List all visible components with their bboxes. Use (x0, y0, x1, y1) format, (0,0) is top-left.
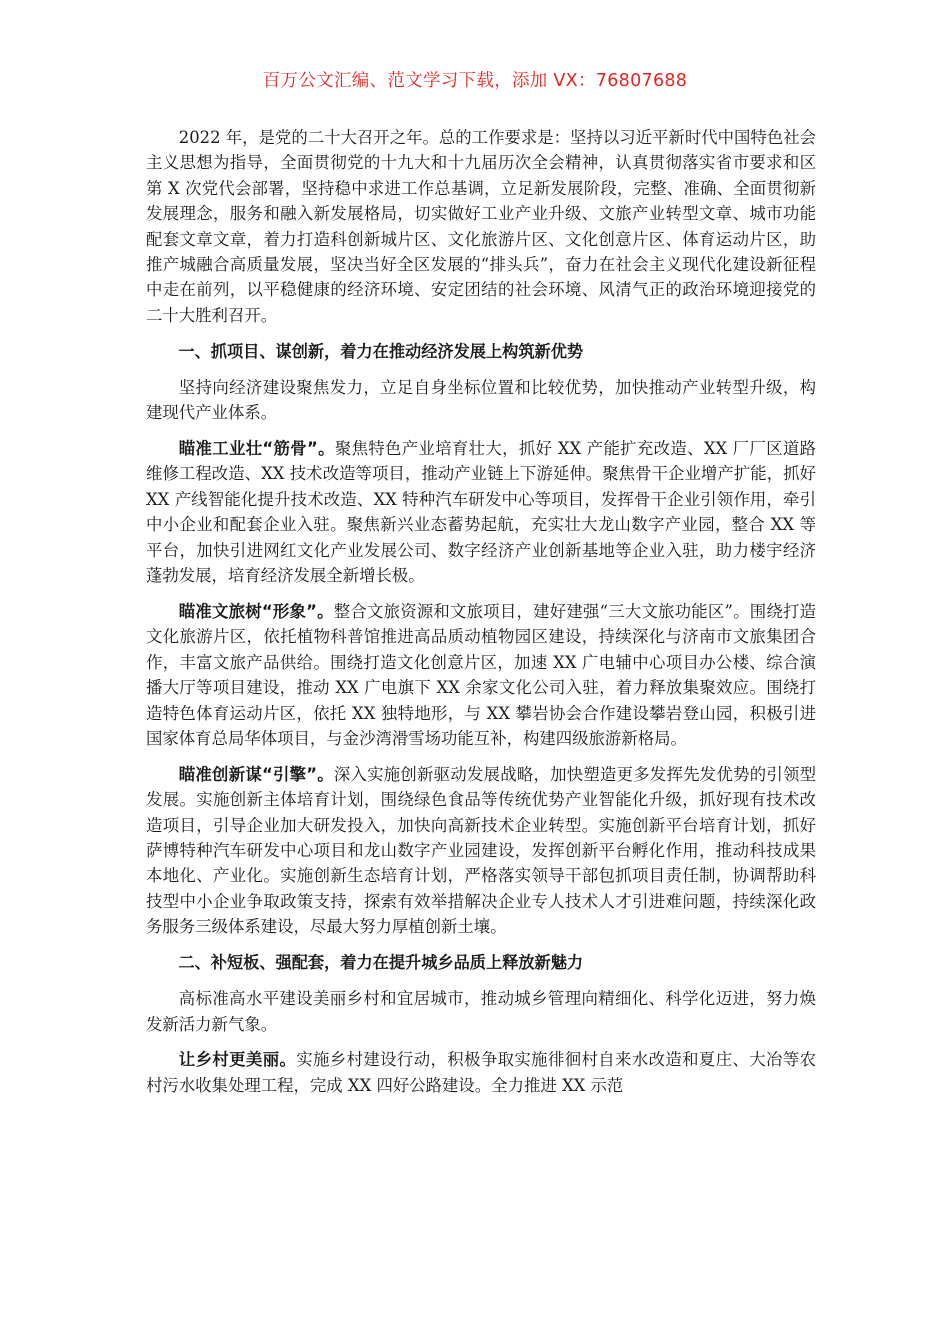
item-text: 整合文旅资源和文旅项目，建好建强“三大文旅功能区”。围绕打造文化旅游片区，依托植物科普馆推进高品质动植物园区建设，持续深化与济南市文旅集团合作，丰富文旅产品供给。围绕打造文化创意片区，加速 XX 广电辅中心项目办公楼、综合演播大厅等项目建设，推动 XX 广电旗下 XX 余家文化公司入驻，着力释放集聚效应。围绕打造特色体育运动片区，依托 XX 独特地形，与 XX 攀岩协会合作建设攀岩登山园，积极引进国家体育总局华体项目，与金沙湾滑雪场功能互补，构建四级旅游新格局。 (146, 601, 816, 748)
section-item (146, 762, 816, 940)
section-intro: 高标准高水平建设美丽乡村和宜居城市，推动城乡管理向精细化、科学化迈进，努力焕发新活力新气象。 (146, 989, 816, 1034)
section-heading: 一、抓项目、谋创新，着力在推动经济发展上构筑新优势 (178, 341, 584, 361)
watermark-banner: 百万公文汇编、范文学习下载，添加 VX：76807688 (262, 71, 688, 91)
section-item (146, 436, 816, 588)
intro-paragraph: 2022 年，是党的二十大召开之年。总的工作要求是：坚持以习近平新时代中国特色社会主义思想为指导，全面贯彻党的十九大和十九届历次全会精神，认真贯彻落实省市要求和区第 X 次党代会部署，坚持稳中求进工作总基调，立足新发展阶段，完整、准确、全面贯彻新发展理念，服务和融入新发展格局，切实做好工业产业升级、文旅产业转型文章、城市功能配套文章文章，着力打造科创新城片区、文化旅游片区、文化创意片区、体育运动片区，助推产城融合高质量发展，坚决当好全区发展的“排头兵”，奋力在社会主义现代化建设新征程中走在前列，以平稳健康的经济环境、安定团结的社会环境、风清气正的政治环境迎接党的二十大胜利召开。 (146, 128, 816, 325)
item-lead: 让乡村更美丽。 (178, 1050, 297, 1070)
section-heading: 二、补短板、强配套，着力在提升城乡品质上释放新魅力 (178, 953, 584, 973)
document-body (146, 125, 816, 1109)
section-intro: 坚持向经济建设聚焦发力，立足自身坐标位置和比较优势，加快推动产业转型升级，构建现代产业体系。 (146, 377, 816, 423)
item-text: 聚焦特色产业培育壮大，抓好 XX 产能扩充改造、XX 厂厂区道路维修工程改造、XX 技术改造等项目，推动产业链上下游延伸。聚焦骨干企业增产扩能，抓好 XX 产线智能化提升技术改造、XX 特种汽车研发中心等项目，发挥骨干企业引领作用，牵引中小企业和配套企业入驻。聚焦新兴业态蓄势起航，充实壮大龙山数字产业园，整合 XX 等平台，加快引进网红文化产业发展公司、数字经济产业创新基地等企业入驻，助力楼宇经济蓬勃发展，培育经济发展全新增长极。 (146, 438, 817, 585)
item-lead: 瞄准创新谋“引擎”。 (178, 764, 334, 784)
item-text: 实施乡村建设行动，积极争取实施徘徊村自来水改造和夏庄、大冶等农村污水收集处理工程，完成 XX 四好公路建设。全力推进 XX 示范 (146, 1050, 817, 1095)
section-item (146, 599, 816, 751)
section-item (146, 1047, 816, 1098)
item-lead: 瞄准文旅树“形象”。 (178, 601, 334, 621)
item-text: 深入实施创新驱动发展战略，加快塑造更多发挥先发优势的引领型发展。实施创新主体培育计划，围绕绿色食品等传统优势产业智能化升级，抓好现有技术改造项目，引导企业加大研发投入，加快向高新技术企业转型。实施创新平台培育计划，抓好萨博特种汽车研发中心项目和龙山数字产业园建设，发挥创新平台孵化作用，推动科技成果本地化、产业化。实施创新生态培育计划，严格落实领导干部包抓项目责任制，协调帮助科技型中小企业争取政策支持，探索有效举措解决企业专人技术人才引进难问题，持续深化政务服务三级体系建设，尽最大努力厚植创新土壤。 (146, 764, 816, 937)
item-lead: 瞄准工业壮“筋骨”。 (178, 438, 335, 458)
